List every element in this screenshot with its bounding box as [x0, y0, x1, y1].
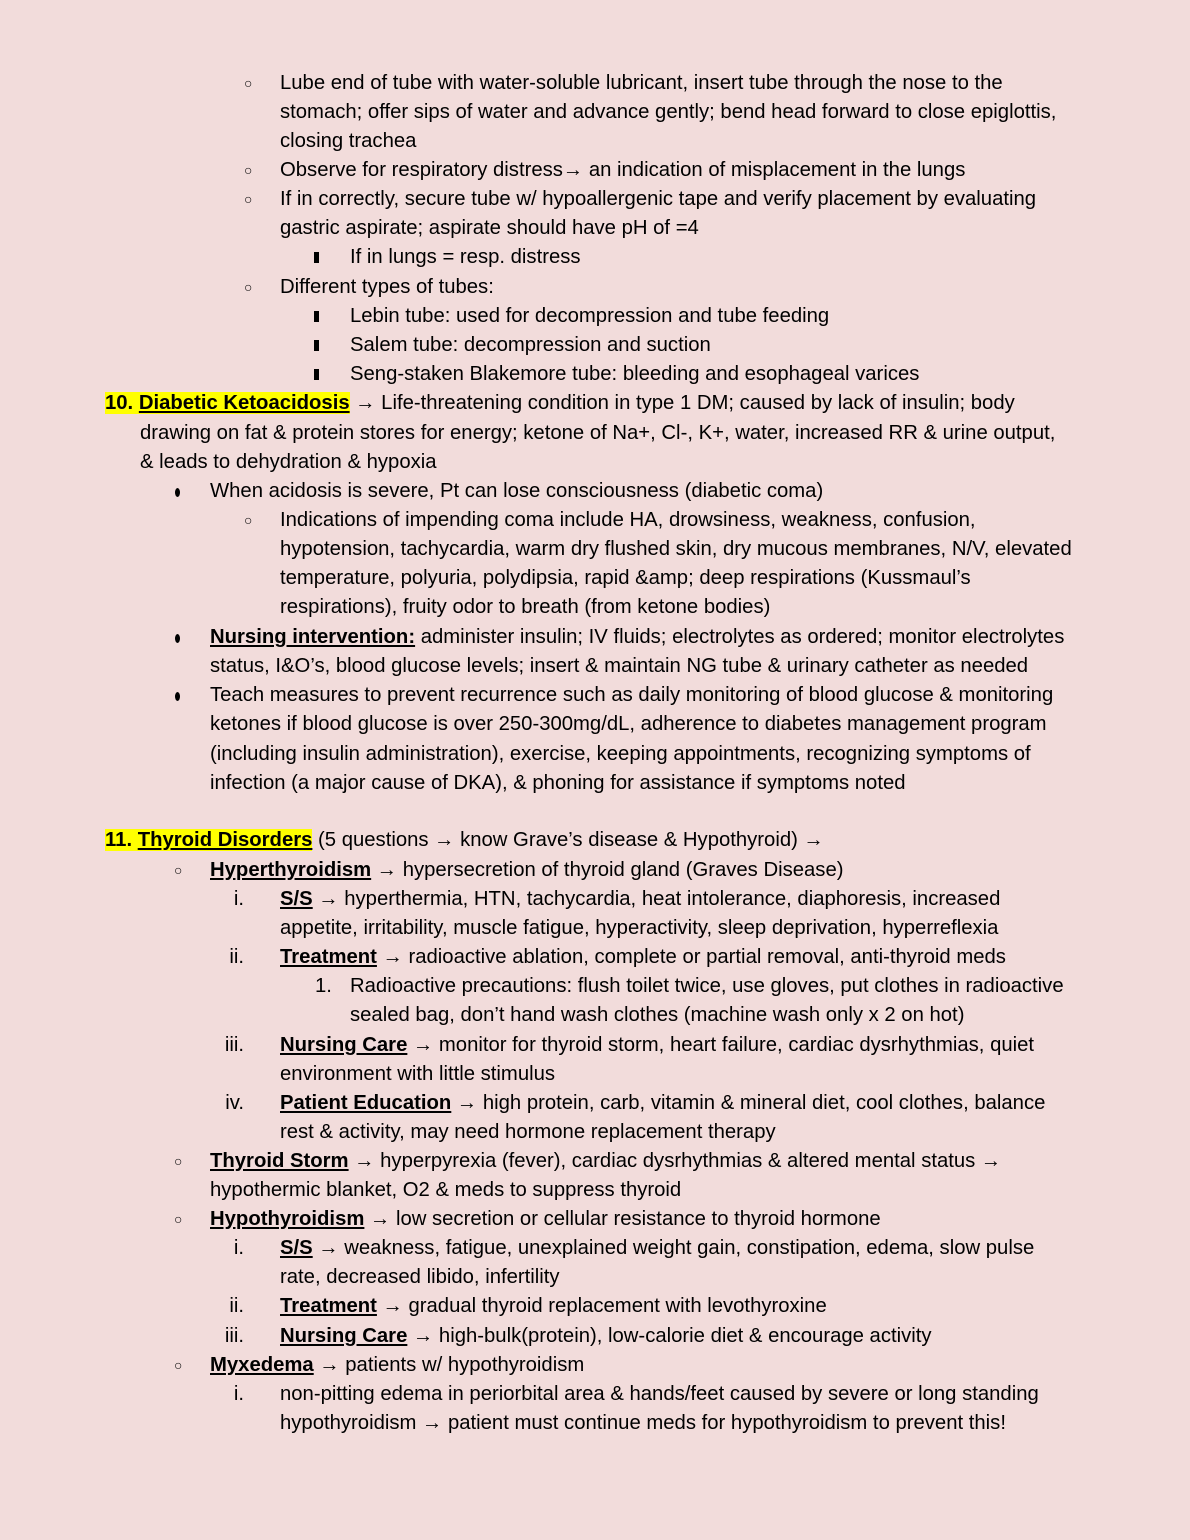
section-number: 10. [105, 392, 134, 414]
section-title: Thyroid Disorders [137, 829, 313, 851]
filled-dot-bullet-icon [175, 623, 180, 652]
square-bullet-icon [314, 243, 319, 272]
hollow-circle-bullet-icon: ○ [174, 1153, 183, 1169]
section-title: Diabetic Ketoacidosis [138, 392, 350, 414]
hollow-circle-bullet-icon: ○ [174, 1211, 183, 1227]
square-bullet-icon [314, 302, 319, 331]
hollow-circle-bullet-icon: ○ [244, 162, 253, 178]
list-item: Salem tube: decompression and suction [350, 334, 711, 356]
hollow-circle-bullet-icon: ○ [244, 191, 253, 207]
filled-dot-bullet-icon [175, 477, 180, 506]
list-item: Lebin tube: used for decompression and tube feeding [350, 305, 830, 327]
hollow-circle-bullet-icon: ○ [244, 512, 253, 528]
section-heading: 10. Diabetic Ketoacidosis → Life-threatening condition in type 1 DM; caused by lack of insulin; body [105, 392, 1015, 414]
square-bullet-icon [314, 360, 319, 389]
square-bullet-icon [314, 331, 319, 360]
hollow-circle-bullet-icon: ○ [174, 862, 183, 878]
filled-dot-bullet-icon [175, 681, 180, 710]
section-number: 11. [105, 829, 133, 851]
hollow-circle-bullet-icon: ○ [174, 1357, 183, 1373]
section-heading: 11. Thyroid Disorders (5 questions → know Grave’s disease & Hypothyroid) → [105, 829, 824, 851]
hollow-circle-bullet-icon: ○ [244, 75, 253, 91]
hollow-circle-bullet-icon: ○ [244, 279, 253, 295]
nursing-intervention-label: Nursing intervention: [210, 626, 416, 648]
list-item: Seng-staken Blakemore tube: bleeding and esophageal varices [350, 363, 920, 385]
